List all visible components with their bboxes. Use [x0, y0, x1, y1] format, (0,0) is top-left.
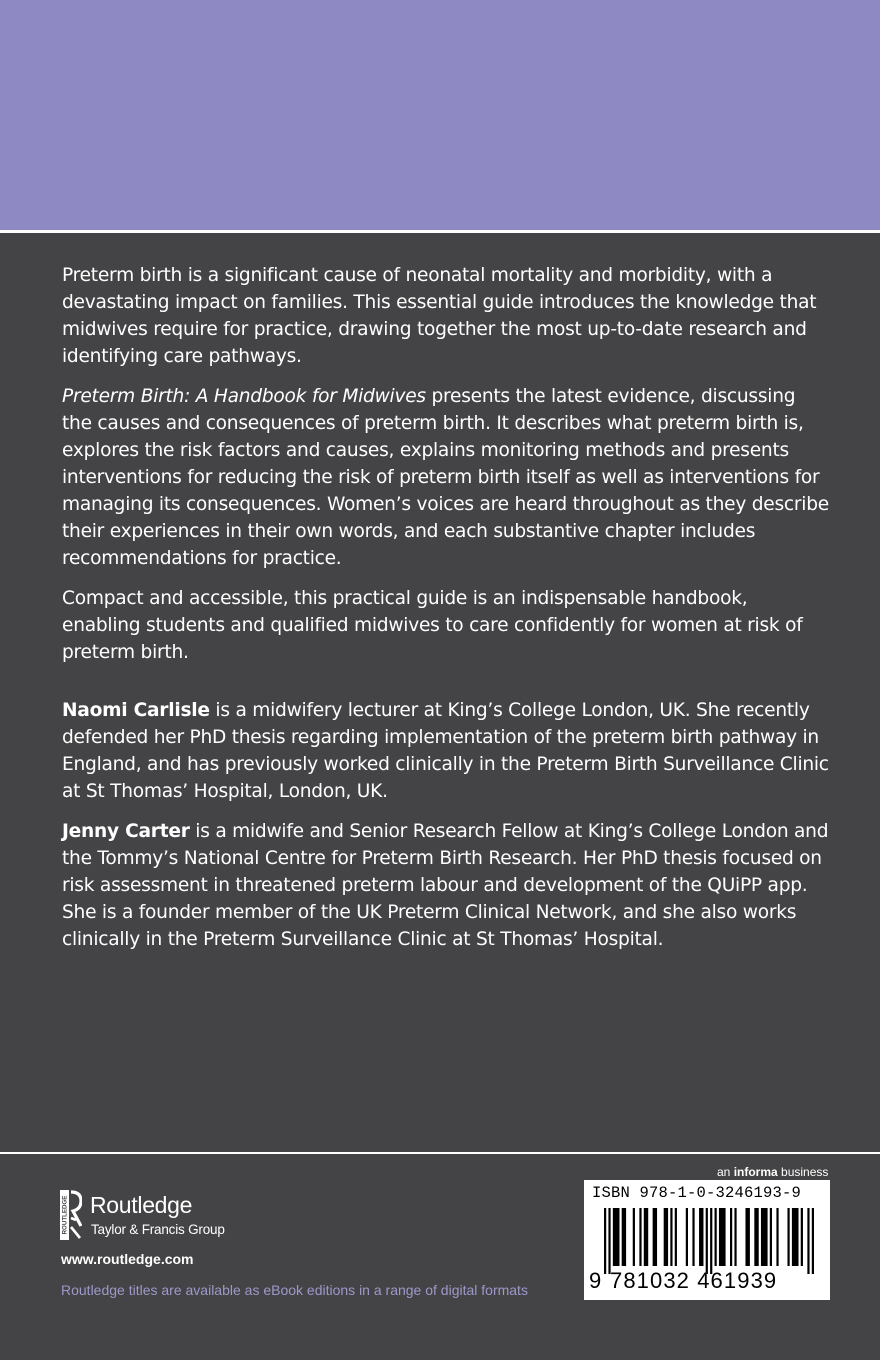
publisher-logo — [60, 1190, 360, 1250]
top-divider — [0, 230, 880, 233]
back-cover-text — [62, 262, 830, 966]
barcode-bar — [801, 1208, 803, 1266]
publisher-group: Taylor & Francis Group — [91, 1222, 225, 1237]
barcode-bar — [699, 1208, 703, 1266]
informa-tagline: an informa business — [717, 1165, 829, 1179]
ean-digits: 781032 461939 — [610, 1268, 778, 1293]
description-paragraph-2-text: presents the latest evidence, discussing the causes and consequences of preterm birth. It describes what preterm birth is, explores the risk factors and causes, explains monitoring methods and presents interventions for reducing the risk of preterm birth itself as well as interventions for managing its consequences. Women’s voices are heard throughout as they describe their experiences in their own words, and each substantive chapter includes recommendations for practice. — [62, 386, 829, 569]
barcode-bar — [812, 1208, 814, 1274]
barcode-bar — [807, 1208, 809, 1274]
bottom-divider — [0, 1152, 880, 1154]
isbn-label: ISBN 978-1-0-3246193-9 — [592, 1184, 802, 1202]
description-paragraph-1: Preterm birth is a significant cause of neonatal mortality and morbidity, with a devastating impact on families. This essential guide introduces the knowledge that midwives require for practice, drawing together the most up-to-date research and identifying care pathways. — [62, 265, 817, 367]
barcode-bar — [734, 1208, 736, 1266]
barcode-bar — [745, 1208, 749, 1266]
barcode-bar — [715, 1208, 717, 1266]
author-name: Naomi Carlisle — [62, 700, 210, 721]
barcode-bar — [719, 1208, 726, 1266]
top-color-band — [0, 0, 880, 230]
barcode-bar — [730, 1208, 732, 1266]
barcode-bar — [792, 1208, 799, 1266]
isbn-barcode — [584, 1180, 830, 1300]
book-title: Preterm Birth: A Handbook for Midwives — [62, 386, 426, 407]
barcode-bar — [706, 1208, 708, 1274]
barcode-bar — [675, 1208, 677, 1266]
barcode-bar — [761, 1208, 768, 1266]
barcode-bar — [670, 1208, 672, 1266]
barcode-bar — [692, 1208, 694, 1266]
barcode-bar — [639, 1208, 641, 1266]
barcode-bar — [754, 1208, 758, 1266]
routledge-logo-icon — [60, 1190, 82, 1240]
barcode-bar — [776, 1208, 778, 1266]
publisher-website[interactable]: www.routledge.com — [61, 1251, 194, 1267]
author-name: Jenny Carter — [62, 821, 190, 842]
barcode-bars — [604, 1208, 814, 1274]
author-bio-1 — [62, 697, 830, 805]
author-bio-text: is a midwife and Senior Research Fellow at King’s College London and the Tommy’s National Centre for Preterm Birth Research. Her PhD thesis focused on risk assessment in threatened preterm labour and development of the QUiPP app. She is a founder member of the UK Preterm Clinical Network, and she also works clinically in the Preterm Surveillance Clinic at St Thomas’ Hospital. — [62, 821, 829, 950]
barcode-bar — [608, 1208, 610, 1274]
barcode-bar — [770, 1208, 772, 1266]
barcode-bar — [622, 1208, 626, 1266]
author-bio-text: is a midwifery lecturer at King’s College London, UK. She recently defended her PhD thesis regarding implementation of the preterm birth pathway in England, and has previously worked clinically in the Preterm Birth Surveillance Clinic at St Thomas’ Hospital, London, UK. — [62, 700, 829, 802]
description-paragraph-2 — [62, 383, 830, 572]
barcode-bar — [644, 1208, 648, 1266]
barcode-bar — [710, 1208, 712, 1274]
barcode-bar — [633, 1208, 635, 1266]
barcode-bar — [613, 1208, 620, 1266]
description-paragraph-3: Compact and accessible, this practical guide is an indispensable handbook, enabling students and qualified midwives to care confidently for women at risk of preterm birth. — [62, 588, 803, 663]
author-bio-2 — [62, 818, 830, 953]
ean-first-digit: 9 — [589, 1268, 602, 1293]
barcode-bar — [604, 1208, 606, 1274]
barcode-bar — [787, 1208, 789, 1266]
svg-text:ROUTLEDGE: ROUTLEDGE — [61, 1195, 69, 1235]
publisher-name: Routledge — [90, 1192, 193, 1218]
informa-brand: informa — [733, 1165, 778, 1179]
barcode-bar — [653, 1208, 657, 1266]
barcode-bar — [686, 1208, 688, 1266]
barcode-bar — [664, 1208, 668, 1266]
ebook-note: Routledge titles are available as eBook editions in a range of digital formats — [61, 1282, 528, 1298]
